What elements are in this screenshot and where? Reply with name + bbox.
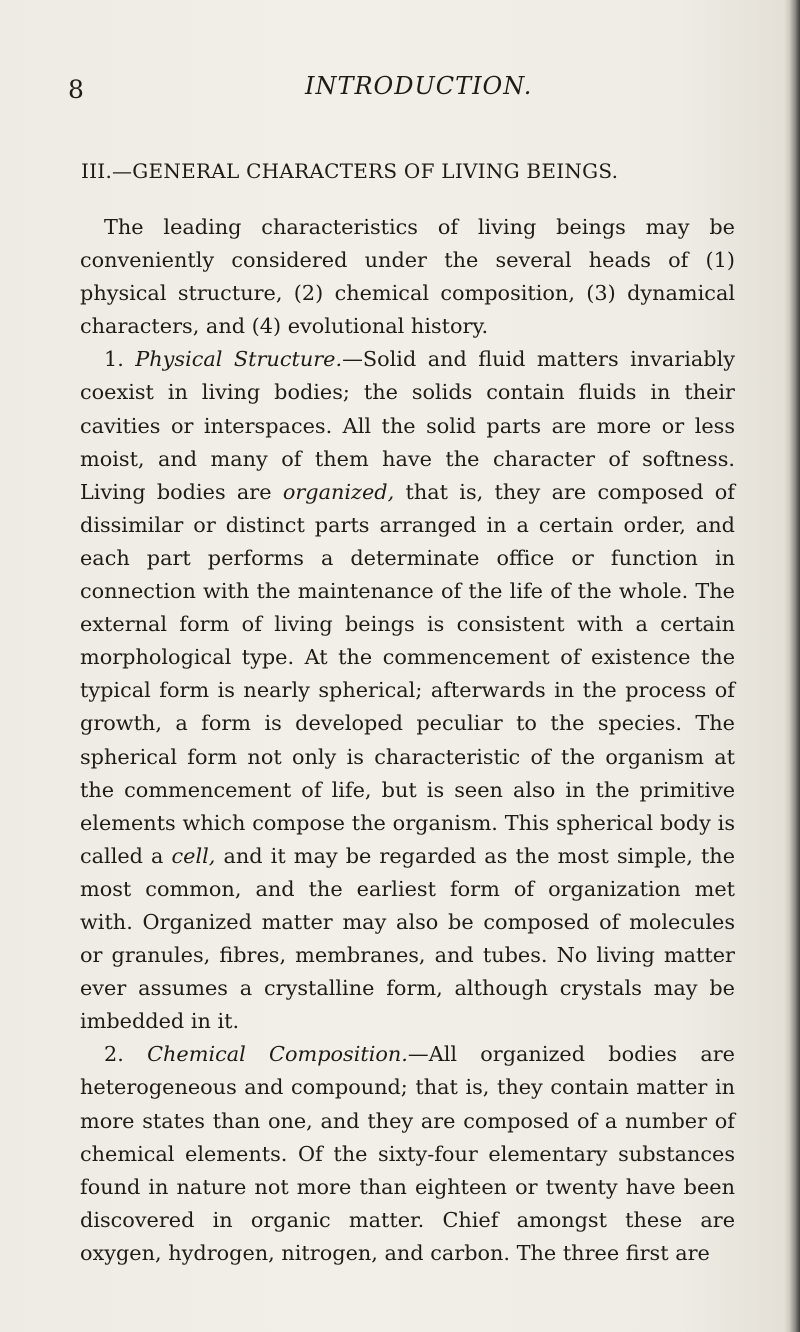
chemical-composition-number: 2. bbox=[104, 1042, 124, 1067]
cell-emphasis: cell, bbox=[171, 843, 216, 868]
body-text bbox=[80, 211, 735, 1270]
physical-structure-title: Physical Structure. bbox=[135, 347, 343, 372]
physical-structure-text-1: —Solid and fluid matters invariably coexist in living bodies; the solids contain fluids in their cavities or interspaces. All the solid parts are more or less moist, and many of them have the character of softness. Living bodies are bbox=[80, 347, 735, 504]
page-edge-shadow bbox=[784, 0, 800, 1332]
intro-paragraph: The leading characteristics of living beings may be conveniently considered under the several heads of (1) physical structure, (2) chemical composition, (3) dynamical characters, and (4) evolutional history. bbox=[80, 215, 735, 339]
chemical-composition-paragraph bbox=[80, 1038, 735, 1270]
chemical-composition-text: —All organized bodies are heterogeneous and compound; that is, they contain matter in more states than one, and they are composed of a number of chemical elements. Of the sixty-four elementary substances found in nature not more than eighteen or twenty have been discovered in organic matter. Chief amongst these are oxygen, hydrogen, nitrogen, and carbon. The three first are bbox=[80, 1042, 735, 1265]
physical-structure-text-3: and it may be regarded as the most simple, the most common, and the earliest form of organization met with. Organized matter may also be composed of molecules or granules, fibres, membranes, and tubes. No living matter ever assumes a crystalline form, although crystals may be imbedded in it. bbox=[80, 843, 736, 1034]
chemical-composition-title: Chemical Composition. bbox=[147, 1042, 408, 1067]
organized-emphasis: organized, bbox=[282, 479, 395, 504]
running-head: INTRODUCTION. bbox=[305, 72, 533, 100]
section-heading: III.—GENERAL CHARACTERS OF LIVING BEINGS. bbox=[81, 159, 619, 183]
physical-structure-text-2: that is, they are composed of dissimilar or distinct parts arranged in a certain order, and each part performs a determinate office or function in connection with the maintenance of the life of the whole. The external form of living beings is consistent with a certain morphological type. At the commencement of existence the typical form is nearly spherical; afterwards in the process of growth, a form is developed peculiar to the species. The spherical form not only is characteristic of the organism at the commencement of life, but is seen also in the primitive elements which compose the organism. This spherical body is called a bbox=[80, 479, 735, 868]
physical-structure-paragraph bbox=[80, 343, 735, 1038]
page-number: 8 bbox=[68, 75, 84, 104]
physical-structure-number: 1. bbox=[104, 347, 124, 372]
